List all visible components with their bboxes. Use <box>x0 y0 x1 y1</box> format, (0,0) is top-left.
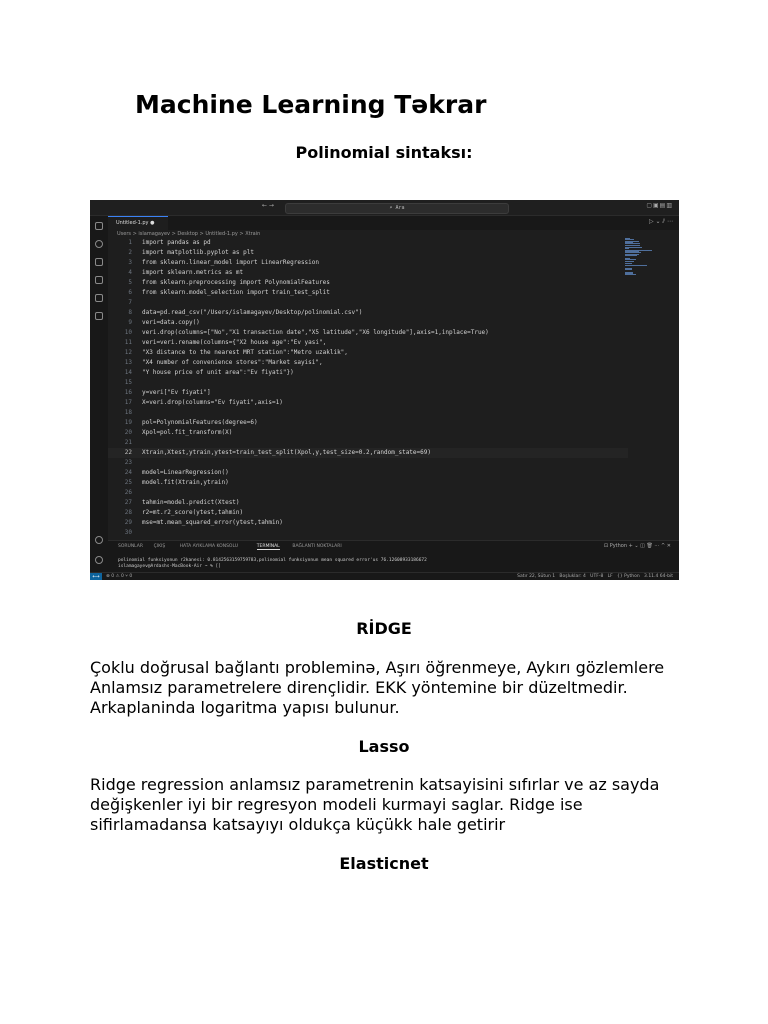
panel-tab[interactable]: SORUNLAR <box>118 544 144 549</box>
code-text: r2=mt.r2_score(ytest,tahmin) <box>142 509 244 516</box>
code-line[interactable] <box>108 288 628 298</box>
line-number: 21 <box>124 439 132 446</box>
page-title: Machine Learning Təkrar <box>135 90 487 119</box>
line-number: 13 <box>124 359 132 366</box>
remote-indicator-icon[interactable]: ⟷ <box>90 573 102 580</box>
tab-label: Untitled-1.py <box>116 220 149 226</box>
code-text: X=veri.drop(columns="Ev fiyati",axis=1) <box>142 399 283 406</box>
code-text: data=pd.read_csv("/Users/islamagayev/Desktop/polinomial.csv") <box>142 309 363 316</box>
code-text: from sklearn.linear_model import LinearRegression <box>142 259 320 266</box>
run-debug-icon[interactable] <box>95 276 103 284</box>
code-text: veri=data.copy() <box>142 319 200 326</box>
code-line[interactable] <box>108 368 628 378</box>
minimap-line <box>625 263 632 264</box>
line-number: 2 <box>128 249 132 256</box>
settings-gear-icon[interactable] <box>95 556 103 564</box>
line-number: 28 <box>124 509 132 516</box>
panel-tab[interactable]: HATA AYIKLAMA KONSOLU <box>179 544 239 549</box>
minimap-line <box>625 259 636 260</box>
terminal-line[interactable]: islamagayev@Ardashs-MacBook-Air ~ % [] <box>118 564 221 569</box>
editor-tab-bar <box>108 216 679 230</box>
line-number: 14 <box>124 369 132 376</box>
section-heading-ridge: RİDGE <box>356 619 412 638</box>
code-text: Xpol=pol.fit_transform(X) <box>142 429 233 436</box>
code-line[interactable] <box>108 258 628 268</box>
account-icon[interactable] <box>95 536 103 544</box>
code-line[interactable] <box>108 348 628 358</box>
code-line[interactable] <box>108 278 628 288</box>
search-text: Ara <box>395 205 405 211</box>
code-text: from sklearn.model_selection import train_test_split <box>142 289 330 296</box>
extensions-icon[interactable] <box>95 294 103 302</box>
panel-actions[interactable]: ⊡ Python + ⌄ ◫ 🗑 ⋯ ^ ✕ <box>603 543 671 549</box>
code-text: veri.drop(columns=["No","X1 transaction date","X5 latitude","X6 longitude"],axis=1,inplace=True) <box>142 329 489 336</box>
line-number: 3 <box>128 259 132 266</box>
testing-icon[interactable] <box>95 312 103 320</box>
code-text: model=LinearRegression() <box>142 469 229 476</box>
breadcrumb[interactable]: Users > islamagayev > Desktop > Untitled-1.py > Xtrain <box>117 231 261 237</box>
code-line[interactable] <box>108 358 628 368</box>
minimap[interactable] <box>625 238 655 278</box>
line-number: 26 <box>124 489 132 496</box>
code-text: model.fit(Xtrain,ytrain) <box>142 479 229 486</box>
code-line[interactable] <box>108 468 628 478</box>
line-number: 24 <box>124 469 132 476</box>
panel-tab[interactable]: ÇIKIŞ <box>153 544 166 549</box>
status-right-info[interactable]: Satır 22, Sütun 1 Boşluklar: 4 UTF-8 LF {} Python 3.11.4 64-bit <box>517 574 673 579</box>
code-text: from sklearn.preprocessing import PolynomialFeatures <box>142 279 330 286</box>
bottom-panel <box>108 540 679 573</box>
explorer-icon[interactable] <box>95 222 103 230</box>
line-number: 22 <box>124 449 132 456</box>
code-text: import pandas as pd <box>142 239 211 246</box>
code-line[interactable] <box>108 528 628 538</box>
line-number: 18 <box>124 409 132 416</box>
source-control-icon[interactable] <box>95 258 103 266</box>
code-line[interactable] <box>108 458 628 468</box>
line-number: 23 <box>124 459 132 466</box>
code-line[interactable] <box>108 248 628 258</box>
code-text: Xtrain,Xtest,ytrain,ytest=train_test_split(Xpol,y,test_size=0.2,random_state=69) <box>142 449 431 456</box>
code-line[interactable] <box>108 308 628 318</box>
code-line[interactable] <box>108 438 628 448</box>
line-number: 9 <box>128 319 132 326</box>
line-number: 8 <box>128 309 132 316</box>
line-number: 4 <box>128 269 132 276</box>
minimap-line <box>625 269 632 270</box>
line-number: 16 <box>124 389 132 396</box>
terminal-line: polinomial funksiyonun r2kanesi: 0.8142563159759783,polinomial funksiyonun mean squared error'us 76.12608933186672 <box>118 558 427 563</box>
code-text: pol=PolynomialFeatures(degree=6) <box>142 419 258 426</box>
code-text: "X3 distance to the nearest MRT station":"Metro uzaklik", <box>142 349 348 356</box>
code-line[interactable] <box>108 518 628 528</box>
code-line[interactable] <box>108 508 628 518</box>
run-file-icon[interactable]: ▷ ⌄ ⫽ ⋯ <box>648 218 673 225</box>
code-line[interactable] <box>108 378 628 388</box>
panel-python-label: Python <box>609 543 628 549</box>
code-line[interactable] <box>108 478 628 488</box>
code-line[interactable] <box>108 318 628 328</box>
section-heading-lasso: Lasso <box>358 737 410 756</box>
code-text: import sklearn.metrics as mt <box>142 269 244 276</box>
section-heading-elasticnet: Elasticnet <box>339 854 429 873</box>
line-number: 6 <box>128 289 132 296</box>
code-line[interactable] <box>108 268 628 278</box>
search-icon[interactable] <box>95 240 103 248</box>
code-line[interactable] <box>108 418 628 428</box>
line-number: 20 <box>124 429 132 436</box>
code-line[interactable] <box>108 338 628 348</box>
panel-tab[interactable]: TERMİNAL <box>256 544 280 549</box>
tab-untitled-1[interactable]: Untitled-1.py ● <box>108 216 168 230</box>
minimap-line <box>625 265 647 266</box>
code-editor[interactable] <box>108 238 679 540</box>
code-text: mse=mt.mean_squared_error(ytest,tahmin) <box>142 519 283 526</box>
code-text: "Y house price of unit area":"Ev fiyati"}) <box>142 369 294 376</box>
line-number: 30 <box>124 529 132 536</box>
code-text: veri=veri.rename(columns={"X2 house age":"Ev yasi", <box>142 339 327 346</box>
command-search-input[interactable]: ⌕ Ara <box>285 203 509 214</box>
code-text: y=veri["Ev fiyati"] <box>142 389 211 396</box>
code-line[interactable] <box>108 328 628 338</box>
code-line[interactable] <box>108 488 628 498</box>
status-bar <box>90 572 679 580</box>
code-text: "X4 number of convenience stores":"Market sayisi", <box>142 359 323 366</box>
code-line[interactable] <box>108 238 628 248</box>
code-line[interactable] <box>108 298 628 308</box>
line-number: 11 <box>124 339 132 346</box>
minimap-line <box>625 274 636 275</box>
line-number: 7 <box>128 299 132 306</box>
code-line[interactable] <box>108 388 628 398</box>
code-line[interactable] <box>108 498 628 508</box>
section-paragraph-ridge: Çoklu doğrusal bağlantı probleminə, Aşırı öğrenmeye, Aykırı gözlemlere Anlamsız parametrelere dirençlidir. EKK yöntemine bir düzeltmedir. Arkaplaninda logaritma yapısı bulunur. <box>90 658 665 717</box>
section-paragraph-lasso: Ridge regression anlamsız parametrenin katsayisini sıfırlar ve az sayda değişkenler iyi bir regresyon modeli kurmayi saglar. Ridge ise sifirlamadansa katsayıyı oldukça küçükk hale getirir <box>90 775 660 834</box>
page-subtitle: Polinomial sintaksı: <box>295 143 473 162</box>
code-line[interactable] <box>108 408 628 418</box>
code-line[interactable] <box>108 398 628 408</box>
code-line[interactable] <box>108 448 628 458</box>
activity-bar <box>90 216 108 572</box>
title-bar <box>90 200 679 216</box>
minimap-line <box>625 255 637 256</box>
line-number: 17 <box>124 399 132 406</box>
status-problems[interactable]: ⊗ 0 ⚠ 0 ⑂ 0 <box>106 574 133 579</box>
line-number: 19 <box>124 419 132 426</box>
vscode-screenshot <box>90 200 679 580</box>
minimap-line <box>625 245 640 246</box>
code-line[interactable] <box>108 428 628 438</box>
line-number: 15 <box>124 379 132 386</box>
layout-controls-icon[interactable]: ▢▣▤▥ <box>646 202 673 209</box>
line-number: 5 <box>128 279 132 286</box>
line-number: 29 <box>124 519 132 526</box>
line-number: 12 <box>124 349 132 356</box>
code-text: import matplotlib.pyplot as plt <box>142 249 254 256</box>
line-number: 1 <box>128 239 132 246</box>
line-number: 25 <box>124 479 132 486</box>
line-number: 27 <box>124 499 132 506</box>
nav-arrows-icon[interactable]: ← → <box>262 202 274 209</box>
line-number: 10 <box>124 329 132 336</box>
code-text: tahmin=model.predict(Xtest) <box>142 499 240 506</box>
panel-tab[interactable]: BAĞLANTI NOKTALARI <box>292 544 342 549</box>
